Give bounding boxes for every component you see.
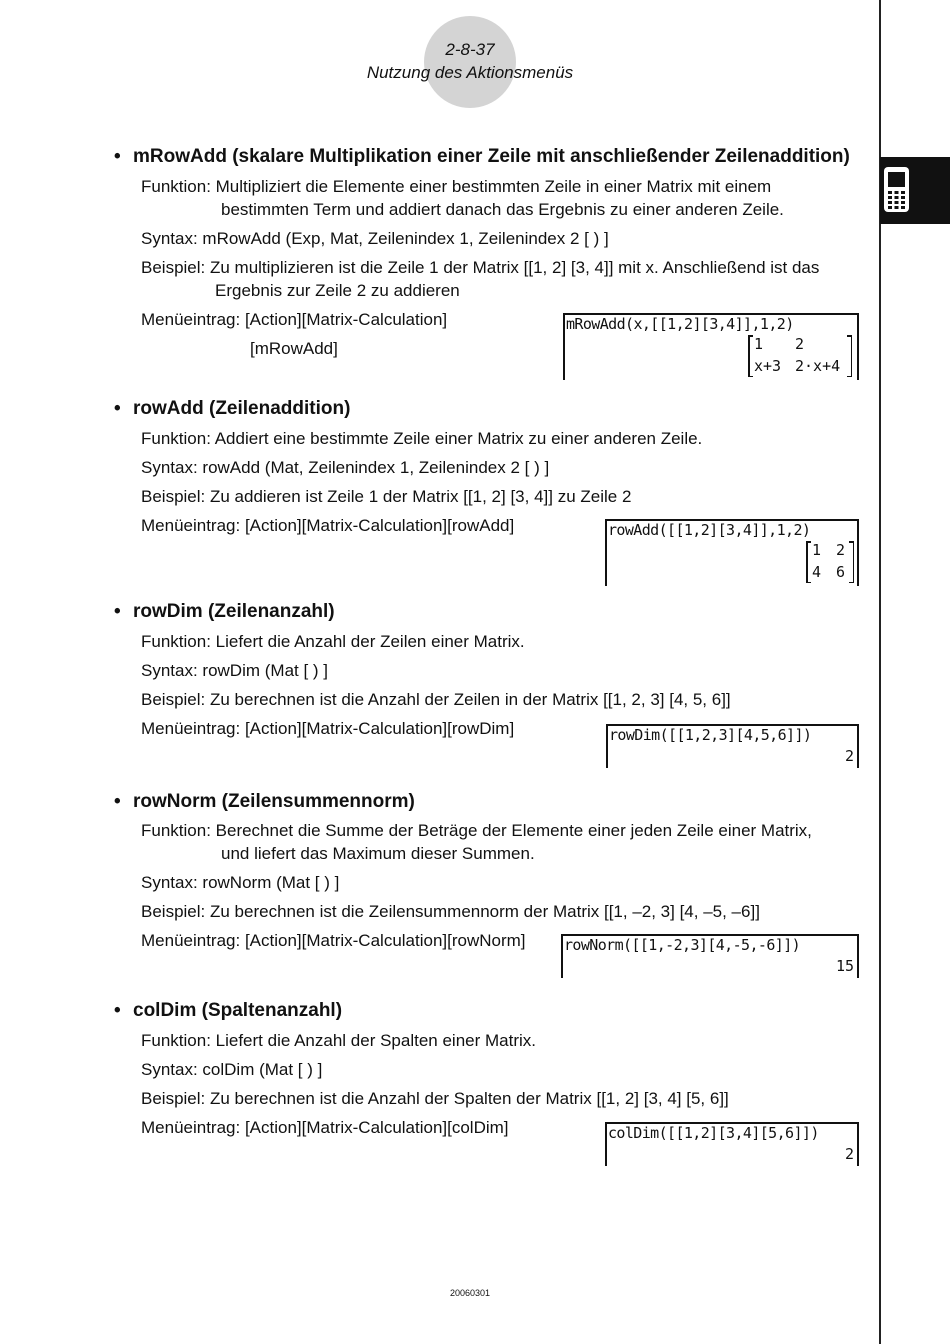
screen-command: rowDim([[1,2,3][4,5,6]]) — [609, 726, 812, 744]
funktion-text-cont: bestimmten Term und addiert danach das Ergebnis zu einer anderen Zeile. — [221, 200, 784, 219]
funktion-text: Funktion: Multipliziert die Elemente einer bestimmten Zeile in einer Matrix mit einem — [141, 177, 772, 196]
bullet: • — [114, 791, 121, 812]
page-number-badge — [424, 16, 516, 108]
menu-entry-text: Menüeintrag: [Action][Matrix-Calculation][rowNorm] — [141, 931, 526, 950]
beispiel-text: Beispiel: Zu berechnen ist die Anzahl der Spalten der Matrix [[1, 2] [3, 4] [5, 6]] — [141, 1089, 729, 1108]
syntax-text: Syntax: colDim (Mat [ ) ] — [141, 1060, 323, 1079]
menu-entry-text: Menüeintrag: [Action][Matrix-Calculation][rowDim] — [141, 719, 515, 738]
matrix-cell: 6 — [836, 563, 846, 581]
calculator-icon — [880, 157, 950, 224]
menu-entry-text: Menüeintrag: [Action][Matrix-Calculation][rowAdd] — [141, 516, 515, 535]
section-heading-rowdim — [114, 600, 335, 624]
matrix-cell: 2 — [795, 335, 805, 353]
matrix-cell: x+3 — [754, 357, 782, 375]
result-matrix — [748, 335, 852, 377]
funktion-text-cont: und liefert das Maximum dieser Summen. — [221, 844, 535, 863]
matrix-cell: 4 — [812, 563, 822, 581]
screen-result: 2 — [844, 747, 854, 765]
screen-result: 2 — [844, 1145, 854, 1163]
screen-command: rowAdd([[1,2][3,4]],1,2) — [608, 521, 811, 539]
section-heading-mrowadd — [114, 145, 850, 169]
calculator-screen-rownorm — [561, 934, 859, 978]
bullet: • — [114, 146, 121, 167]
funktion-text: Funktion: Addiert eine bestimmte Zeile einer Matrix zu einer anderen Zeile. — [141, 429, 703, 448]
heading-text: rowAdd (Zeilenaddition) — [133, 398, 351, 419]
footer-code: 20060301 — [449, 1288, 491, 1298]
section-heading-coldim — [114, 999, 342, 1023]
funktion-text: Funktion: Liefert die Anzahl der Spalten einer Matrix. — [141, 1031, 536, 1050]
heading-text: rowDim (Zeilenanzahl) — [133, 601, 335, 622]
bullet: • — [114, 398, 121, 419]
matrix-cell: 1 — [812, 541, 822, 559]
result-matrix — [806, 541, 854, 583]
calculator-screen-rowdim — [606, 724, 859, 768]
heading-text: mRowAdd (skalare Multiplikation einer Zeile mit anschließender Zeilenaddition) — [133, 146, 850, 167]
matrix-cell: 2·x+4 — [795, 357, 841, 375]
section-heading-rownorm — [114, 790, 415, 814]
calculator-screen-coldim — [605, 1122, 859, 1166]
screen-result: 15 — [835, 957, 854, 975]
syntax-text: Syntax: mRowAdd (Exp, Mat, Zeilenindex 1, Zeilenindex 2 [ ) ] — [141, 229, 609, 248]
page-subtitle: Nutzung des Aktionsmenüs — [366, 63, 574, 82]
beispiel-text: Beispiel: Zu multiplizieren ist die Zeile 1 der Matrix [[1, 2] [3, 4]] mit x. Anschließend ist das — [141, 258, 820, 277]
beispiel-text: Beispiel: Zu berechnen ist die Zeilensummennorm der Matrix [[1, –2, 3] [4, –5, –6]] — [141, 902, 760, 921]
menu-entry-text: Menüeintrag: [Action][Matrix-Calculation] — [141, 310, 448, 329]
page-number: 2-8-37 — [445, 40, 495, 59]
beispiel-text: Beispiel: Zu berechnen ist die Anzahl der Zeilen in der Matrix [[1, 2, 3] [4, 5, 6]] — [141, 690, 731, 709]
syntax-text: Syntax: rowNorm (Mat [ ) ] — [141, 873, 340, 892]
screen-command: rowNorm([[1,-2,3][4,-5,-6]]) — [564, 936, 801, 954]
syntax-text: Syntax: rowDim (Mat [ ) ] — [141, 661, 329, 680]
matrix-cell: 1 — [754, 335, 764, 353]
chapter-tab — [880, 157, 950, 224]
beispiel-text-cont: Ergebnis zur Zeile 2 zu addieren — [215, 281, 460, 300]
bullet: • — [114, 601, 121, 622]
syntax-text: Syntax: rowAdd (Mat, Zeilenindex 1, Zeilenindex 2 [ ) ] — [141, 458, 550, 477]
menu-entry-text-cont: [mRowAdd] — [250, 339, 338, 358]
funktion-text: Funktion: Berechnet die Summe der Beträge der Elemente einer jeden Zeile einer Matrix, — [141, 821, 812, 840]
screen-command: mRowAdd(x,[[1,2][3,4]],1,2) — [566, 315, 794, 333]
calculator-screen-rowadd — [605, 519, 859, 586]
beispiel-text: Beispiel: Zu addieren ist Zeile 1 der Matrix [[1, 2] [3, 4]] zu Zeile 2 — [141, 487, 632, 506]
menu-entry-text: Menüeintrag: [Action][Matrix-Calculation][colDim] — [141, 1118, 509, 1137]
heading-text: rowNorm (Zeilensummennorm) — [133, 791, 415, 812]
bullet: • — [114, 1000, 121, 1021]
section-heading-rowadd — [114, 397, 350, 421]
heading-text: colDim (Spaltenanzahl) — [133, 1000, 343, 1021]
screen-command: colDim([[1,2][3,4][5,6]]) — [608, 1124, 819, 1142]
matrix-cell: 2 — [836, 541, 846, 559]
funktion-text: Funktion: Liefert die Anzahl der Zeilen einer Matrix. — [141, 632, 525, 651]
calculator-screen-mrowadd — [563, 313, 859, 380]
